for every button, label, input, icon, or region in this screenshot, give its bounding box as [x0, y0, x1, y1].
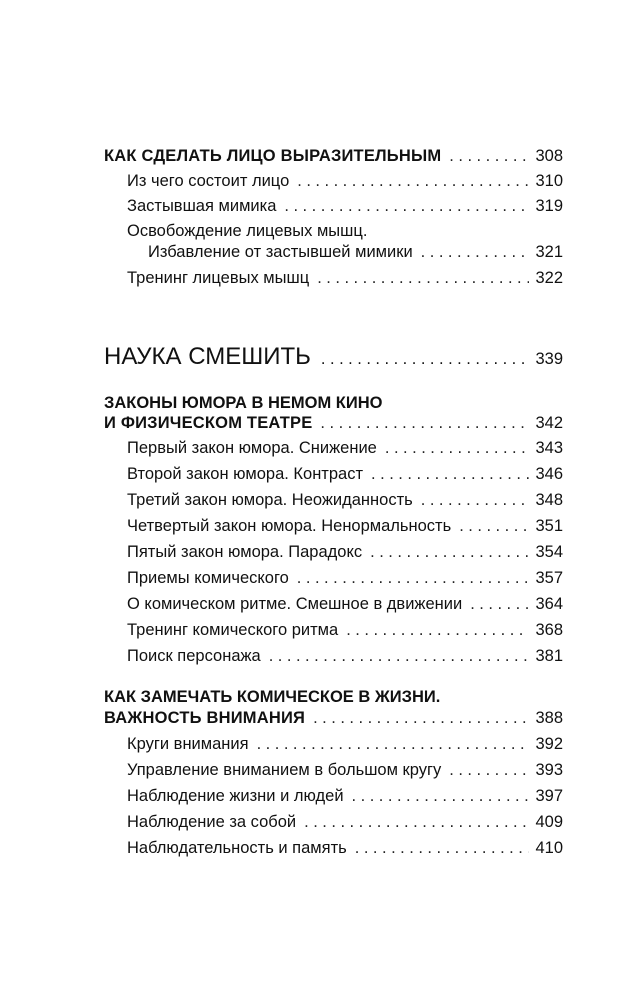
page-number: 343	[535, 439, 563, 457]
toc-item[interactable]	[148, 242, 563, 262]
dot-leader	[317, 268, 529, 288]
dot-leader	[470, 594, 529, 614]
dot-leader	[297, 568, 530, 588]
dot-leader	[371, 464, 529, 484]
chapter-title-line2: И ФИЗИЧЕСКОМ ТЕАТРЕ	[104, 414, 313, 432]
item-label: Наблюдательность и память	[127, 839, 347, 857]
toc-item[interactable]	[127, 620, 563, 640]
dot-leader	[421, 490, 530, 510]
page-number: 393	[535, 761, 563, 779]
item-label: Второй закон юмора. Контраст	[127, 465, 364, 483]
item-label: Первый закон юмора. Снижение	[127, 439, 377, 457]
toc-item[interactable]	[127, 594, 563, 614]
toc-item[interactable]	[127, 568, 563, 588]
page-number: 319	[535, 197, 563, 215]
page-number: 368	[535, 621, 563, 639]
page-number: 388	[535, 709, 563, 727]
toc-part-science-of-laughter[interactable]	[104, 343, 563, 373]
toc-item[interactable]	[127, 734, 563, 754]
dot-leader	[385, 438, 530, 458]
item-label: Из чего состоит лицо	[127, 172, 290, 190]
dot-leader	[297, 171, 529, 191]
page-number: 392	[535, 735, 563, 753]
chapter-title: КАК СДЕЛАТЬ ЛИЦО ВЫРАЗИТЕЛЬНЫМ	[104, 147, 442, 165]
item-label: Четвертый закон юмора. Ненормальность	[127, 517, 452, 535]
chapter-title-line2: ВАЖНОСТЬ ВНИМАНИЯ	[104, 709, 306, 727]
chapter-title-line1[interactable]: КАК ЗАМЕЧАТЬ КОМИЧЕСКОЕ В ЖИЗНИ.	[104, 688, 441, 706]
dot-leader	[449, 760, 529, 780]
item-label: Тренинг лицевых мышц	[127, 269, 310, 287]
item-label: Круги внимания	[127, 735, 249, 753]
toc-item[interactable]	[127, 646, 563, 666]
page-number: 322	[535, 269, 563, 287]
toc-item[interactable]	[127, 490, 563, 510]
page-number: 409	[535, 813, 563, 831]
page-number: 342	[535, 414, 563, 432]
item-label: Пятый закон юмора. Парадокс	[127, 543, 363, 561]
page-number: 351	[535, 517, 563, 535]
item-label-line1[interactable]: Освобождение лицевых мышц.	[127, 222, 368, 240]
item-label-line2: Избавление от застывшей мимики	[148, 243, 413, 261]
chapter-title-line1[interactable]: ЗАКОНЫ ЮМОРА В НЕМОМ КИНО	[104, 394, 383, 412]
part-title: НАУКА СМЕШИТЬ	[104, 343, 311, 370]
dot-leader	[321, 345, 530, 373]
toc-item[interactable]	[127, 838, 563, 858]
page-number: 357	[535, 569, 563, 587]
dot-leader	[313, 708, 529, 728]
toc-item[interactable]	[127, 171, 563, 191]
toc-item[interactable]	[127, 464, 563, 484]
page-number: 308	[535, 147, 563, 165]
item-label: Третий закон юмора. Неожиданность	[127, 491, 413, 509]
toc-chapter-laws-of-humor[interactable]	[104, 413, 563, 433]
dot-leader	[459, 516, 529, 536]
dot-leader	[352, 786, 530, 806]
page-number: 410	[535, 839, 563, 857]
item-label: Управление вниманием в большом кругу	[127, 761, 442, 779]
item-label: О комическом ритме. Смешное в движении	[127, 595, 463, 613]
item-label: Наблюдение жизни и людей	[127, 787, 344, 805]
toc-item[interactable]	[127, 786, 563, 806]
dot-leader	[269, 646, 530, 666]
dot-leader	[355, 838, 530, 858]
page-number: 381	[535, 647, 563, 665]
toc-item[interactable]	[127, 542, 563, 562]
page-number: 397	[535, 787, 563, 805]
toc-chapter-expressive-face[interactable]	[104, 146, 563, 166]
item-label: Застывшая мимика	[127, 197, 277, 215]
page-number: 346	[535, 465, 563, 483]
page-number: 348	[535, 491, 563, 509]
page-number: 339	[535, 350, 563, 368]
dot-leader	[284, 196, 529, 216]
page-number: 354	[535, 543, 563, 561]
item-label: Поиск персонажа	[127, 647, 261, 665]
dot-leader	[370, 542, 529, 562]
toc-item[interactable]	[127, 438, 563, 458]
toc-item[interactable]	[127, 516, 563, 536]
toc-item[interactable]	[127, 196, 563, 216]
page-number: 310	[535, 172, 563, 190]
dot-leader	[449, 146, 529, 166]
dot-leader	[320, 413, 529, 433]
page-number: 364	[535, 595, 563, 613]
item-label: Приемы комического	[127, 569, 289, 587]
dot-leader	[421, 242, 530, 262]
dot-leader	[304, 812, 529, 832]
toc-item[interactable]	[127, 268, 563, 288]
dot-leader	[257, 734, 530, 754]
item-label: Наблюдение за собой	[127, 813, 297, 831]
toc-chapter-noticing-comic[interactable]	[104, 708, 563, 728]
page-number: 321	[535, 243, 563, 261]
toc-item[interactable]	[127, 812, 563, 832]
item-label: Тренинг комического ритма	[127, 621, 339, 639]
dot-leader	[346, 620, 529, 640]
toc-item[interactable]	[127, 760, 563, 780]
